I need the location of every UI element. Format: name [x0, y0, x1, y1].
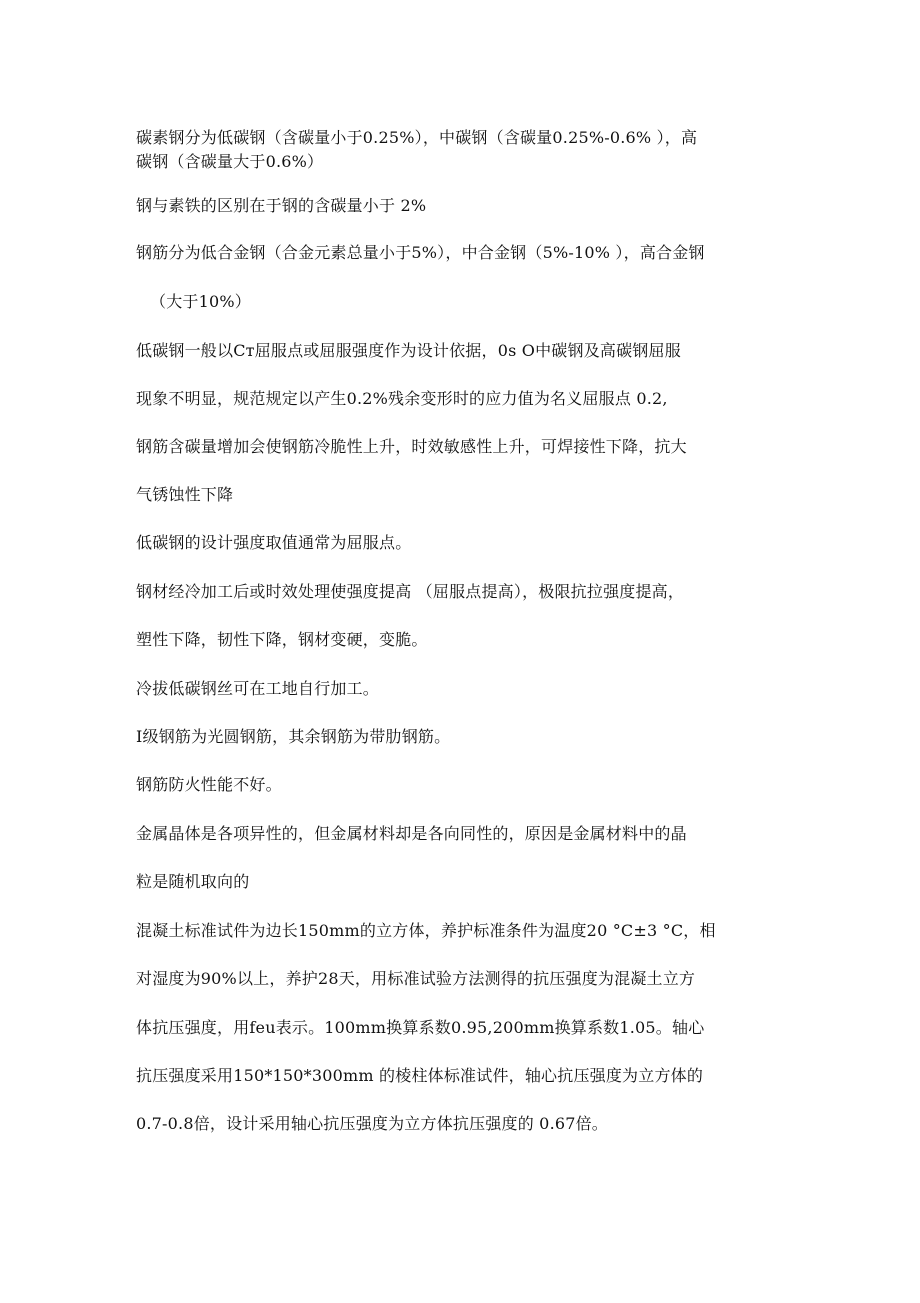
text-line: 低碳钢的设计强度取值通常为屈服点。 — [136, 533, 412, 552]
text-line: 碳钢（含碳量大于0.6%） — [136, 152, 324, 171]
text-line: 钢筋防火性能不好。 — [136, 775, 282, 794]
text-line: （大于10%） — [150, 292, 251, 311]
text-line: 塑性下降，韧性下降，钢材变硬，变脆。 — [136, 630, 428, 649]
text-line: 0.7-0.8倍，设计采用轴心抗压强度为立方体抗压强度的 0.67倍。 — [136, 1114, 609, 1133]
text-line: 抗压强度采用150*150*300mm 的棱柱体标准试件，轴心抗压强度为立方体的 — [136, 1066, 704, 1085]
text-line: 混凝土标准试件为边长150mm的立方体，养护标准条件为温度20 °C±3 °C，相 — [136, 921, 716, 940]
text-line: 钢与素铁的区别在于钢的含碳量小于 2% — [136, 196, 427, 215]
text-line: 粒是随机取向的 — [136, 872, 250, 891]
text-line: I级钢筋为光圆钢筋，其余钢筋为带肋钢筋。 — [136, 727, 451, 746]
text-line: 低碳钢一般以Cт屈服点或屈服强度作为设计依据，0s O中碳钢及高碳钢屈服 — [136, 341, 681, 360]
text-line: 气锈蚀性下降 — [136, 485, 234, 504]
text-line: 碳素钢分为低碳钢（含碳量小于0.25%），中碳钢（含碳量0.25%-0.6% ），高 — [136, 128, 698, 147]
text-line: 现象不明显，规范规定以产生0.2%残余变形时的应力值为名义屈服点 0.2, — [136, 389, 668, 408]
text-line: 钢材经冷加工后或时效处理使强度提高 （屈服点提高），极限抗拉强度提高， — [136, 582, 685, 601]
text-line: 对湿度为90%以上，养护28天，用标准试验方法测得的抗压强度为混凝土立方 — [136, 969, 696, 988]
text-line: 钢筋含碳量增加会使钢筋冷脆性上升，时效敏感性上升，可焊接性下降，抗大 — [136, 437, 687, 456]
text-line: 金属晶体是各项异性的，但金属材料却是各向同性的，原因是金属材料中的晶 — [136, 824, 687, 843]
text-line: 冷拔低碳钢丝可在工地自行加工。 — [136, 679, 380, 698]
text-line: 体抗压强度，用feu表示。100mm换算系数0.95,200mm换算系数1.05。轴心 — [136, 1018, 705, 1037]
text-line: 钢筋分为低合金钢（合金元素总量小于5%），中合金钢（5%-10% ），高合金钢 — [136, 243, 705, 262]
